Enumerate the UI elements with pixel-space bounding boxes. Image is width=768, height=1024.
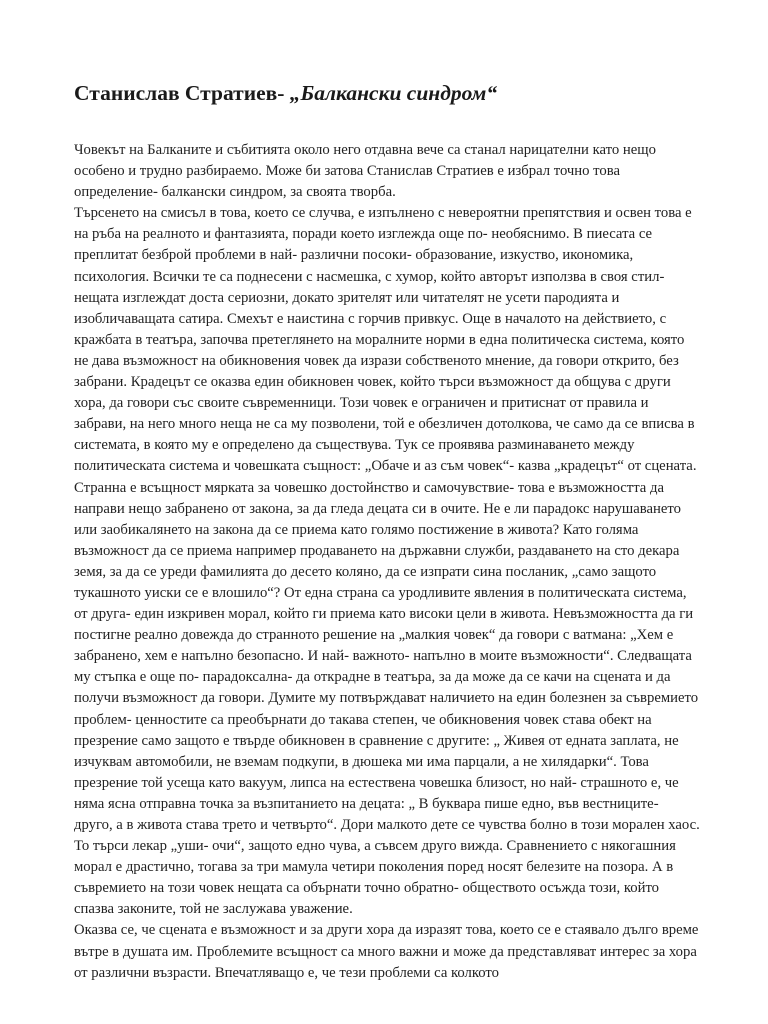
document-title bbox=[74, 78, 700, 108]
title-work: „Балкански синдром“ bbox=[289, 81, 498, 105]
document-page bbox=[74, 78, 700, 984]
paragraph-main: Търсенето на смисъл в това, което се случва, е изпълнено с невероятни препятствия и освен това е на ръба на реалното и фантазията, поради което изглежда още по- необяснимо. В пиесата се преплитат безброй проблеми в най- различни посоки- образование, изкуство, икономика, психология. Всички те са поднесени с насмешка, с хумор, който авторът използва в своя стил- нещата изглеждат доста сериозни, докато зрителят или читателят не усети пародията и изобличаващата сатира. Смехът е наистина с горчив привкус. Още в началото на действието, с кражбата в театъра, започва претеглянето на моралните норми в една политическа система, която не дава възможност на обикновения човек да изрази собственото мнение, да говори открито, без забрани. Крадецът се оказва един обикновен човек, който търси възможност да общува с други хора, да говори със своите съвременници. Този човек е ограничен и притиснат от правила и забрави, на него много неща не са му позволени, той е обезличен дотолкова, че само да се вписва в системата, в която му е определено да съществува. Тук се проявява разминаването между политическата система и човешката същност: „Обаче и аз съм човек“- казва „крадецът“ от сцената. Странна е всъщност мярката за човешко достойнство и самочувствие- това е възможността да направи нещо забранено от закона, за да гледа децата си в очите. Не е ли парадокс нарушаването или заобикалянето на закона да се приема като голямо постижение в живота? Като голяма възможност да се приема например продаването на държавни служби, раздаването на сто декара земя, за да се уреди фамилията до десето коляно, да се изпрати сина посланик, „само защото тукашното уиски се е влошило“? От една страна са уродливите явления в политическата система, от друга- един изкривен морал, който ги приема като високи цели в живота. Невъзможността да ги постигне реално довежда до странното решение на „малкия човек“ да говори с ватмана: „Хем е забранено, хем е напълно безопасно. И най- важното- напълно в моите възможности“. Следващата му стъпка е още по- парадоксална- да открадне в театъра, за да може да се качи на сцената и да получи възможност да говори. Думите му потвърждават наличието на един болезнен за съвремието проблем- ценностите са преобърнати до такава степен, че обикновения човек става обект на презрение само защото е твърде обикновен в сравнение с другите: „ Живея от едната заплата, не изчуквам автомобили, не вземам подкупи, в дюшека ми има парцали, а не хилядарки“. Това презрение той усеща като вакуум, липса на естествена човешка близост, но най- страшното е, че няма ясна отправна точка за възпитанието на децата: „ В буквара пише едно, във вестниците- друго, а в живота става трето и четвърто“. Дори малкото дете се чувства болно в този морален хаос. То търси лекар „уши- очи“, защото едно чува, а съвсем друго вижда. Сравнението с някогашния морал е драстично, тогава за три мамула четири поколения поред носят белезите на позора. А в съвремието на този човек нещата са обърнати точно обратно- обществото осъжда този, който спазва законите, той не заслужава уважение. bbox=[74, 205, 700, 918]
document-body bbox=[74, 140, 700, 984]
paragraph-intro: Човекът на Балканите и събитията около него отдавна вече са станал нарицателни като нещо особено и трудно разбираемо. Може би затова Станислав Стратиев е избрал точно това определение- балкански синдром, за своята творба. bbox=[74, 142, 656, 201]
paragraph-closing: Оказва се, че сцената е възможност и за други хора да изразят това, което се е стаявало дълго време вътре в душата им. Проблемите всъщност са много важни и може да представляват интерес за хора от различни възрасти. Впечатляващо е, че тези проблеми са колкото bbox=[74, 922, 699, 981]
title-author: Станислав Стратиев- bbox=[74, 81, 290, 105]
